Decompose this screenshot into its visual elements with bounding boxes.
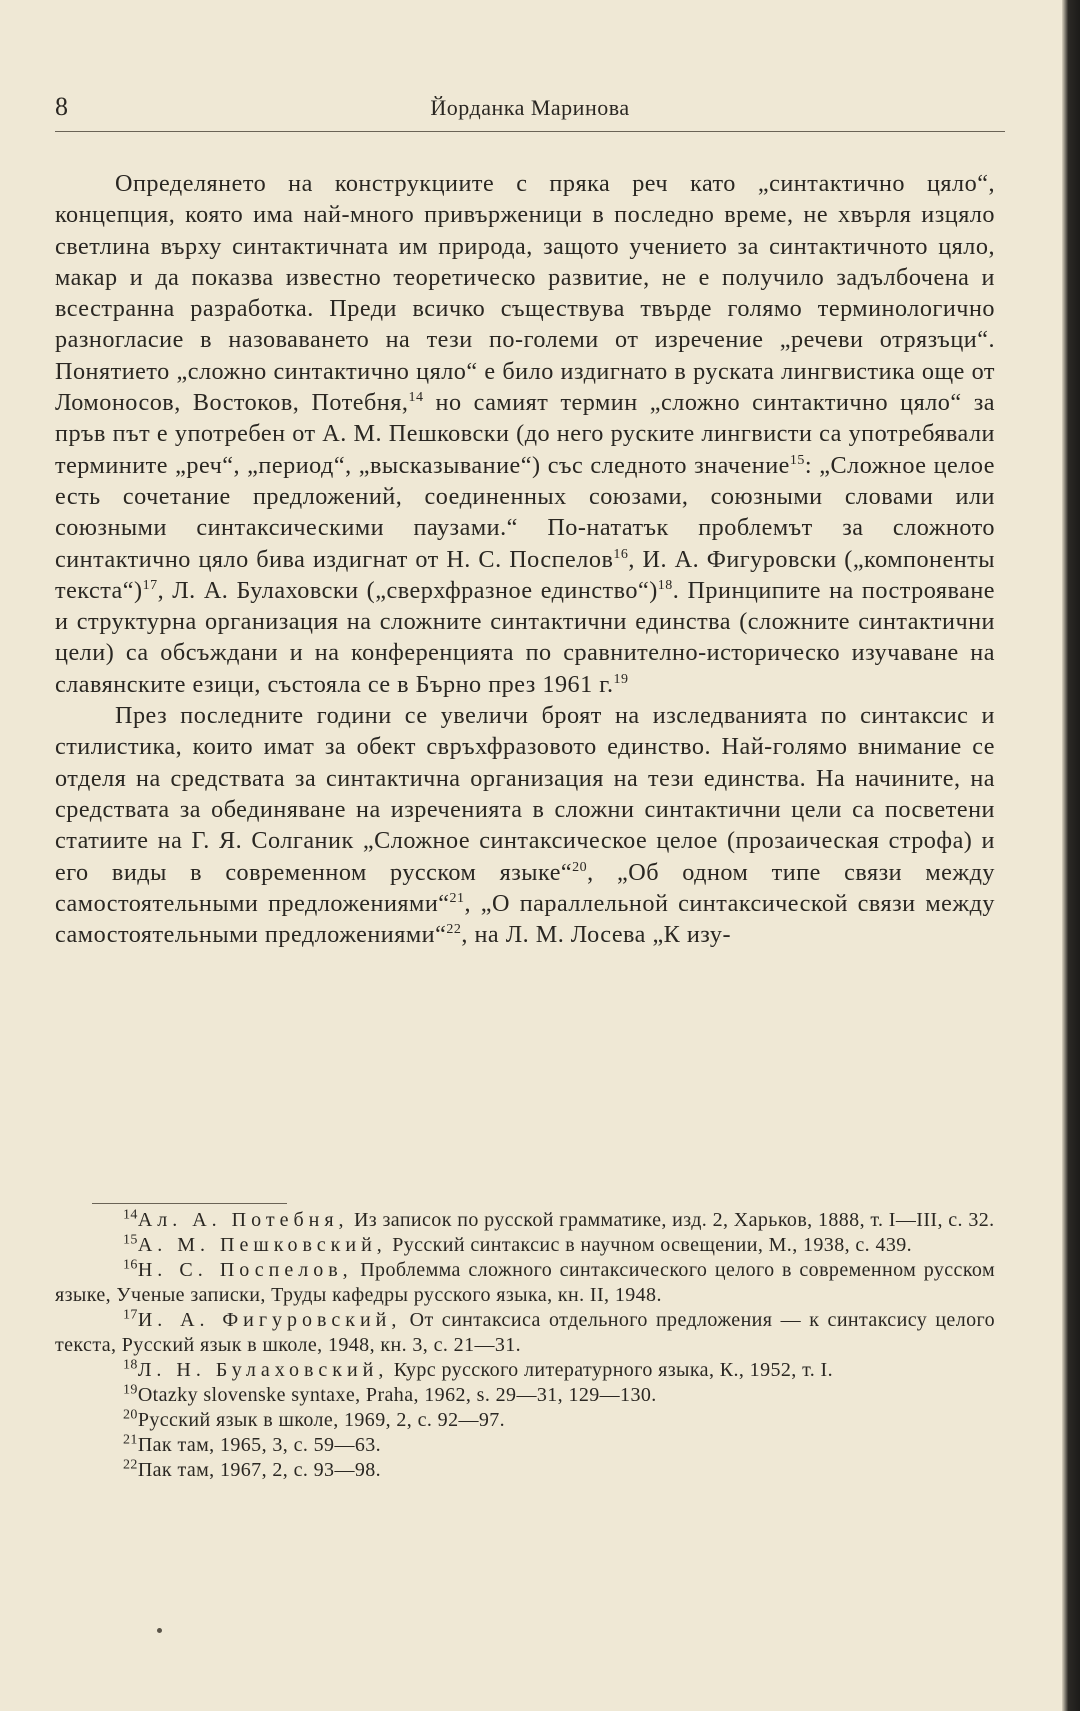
- footnotes: [55, 1208, 995, 1483]
- footnote-rule: [92, 1203, 287, 1204]
- footnote-ref-16: 16: [613, 546, 629, 562]
- footnote-ref-18: 18: [657, 577, 673, 593]
- footnote-20: $^{20}$Русский язык в школе, 1969, 2, с. 92—97.: [123, 1407, 506, 1431]
- footnote-19: $^{19}$Otazky slovenske syntaxe, Praha, 1962, s. 29—31, 129—130.: [123, 1382, 657, 1406]
- page-number: 8: [55, 92, 68, 121]
- footnote-ref-21: 21: [449, 890, 465, 906]
- main-text: [55, 168, 995, 950]
- footnote-ref-17: 17: [142, 577, 158, 593]
- footnote-ref-15: 15: [789, 452, 805, 468]
- footnote-18: $^{18}$Л. Н. Булаховский, Курс русского литературного языка, К., 1952, т. I.: [123, 1357, 833, 1381]
- page-binding-edge: [1062, 0, 1080, 1711]
- footnote-17: $^{17}$И. А. Фигуровский, От синтаксиса отдельного предложения — к синтаксису целого текста, Русский язык в школе, 1948, кн. 3, с. 21—31.: [55, 1307, 995, 1356]
- footnote-21: $^{21}$Пак там, 1965, 3, с. 59—63.: [123, 1432, 382, 1456]
- footnote-22: $^{22}$Пак там, 1967, 2, с. 93—98.: [123, 1457, 382, 1481]
- footnote-16: $^{16}$Н. С. Поспелов, Проблемма сложного синтаксического целого в современном русском языке, Ученые записки, Труды кафедры русского языка, кн. II, 1948.: [55, 1257, 995, 1306]
- running-title: Йорданка Маринова: [430, 95, 630, 120]
- paragraph-1: Определянето на конструкциите с пряка реч като „синтактично цяло“, концепция, която има най-много привърженици в последно време, не хвърля изцяло светлина върху синтактичната им природа, защото учението за синтактичното цяло, макар и да показва известно теоретическо развитие, не е получило задълбочена и всестранна разработка. Преди всичко съществува твърде голямо терминологично разногласие в назоваването на тези по-големи от изречение „речеви отрязъци“. Понятието „сложно синтактично цяло“ е било издигнато в руската лингвистика още от Ломоносов, Востоков, Потебня,$^{14}$ но самият термин „сложно синтактично цяло“ за пръв път е употребен от А. М. Пешковски (до него руските лингвисти са употребявали термините „реч“, „период“, „высказывание“) със следното значение$^{15}$: „Сложное целое есть сочетание предложений, соединенных союзами, союзными словами или союзными синтаксическими паузами.“ По-нататък проблемът за сложното синтактично цяло бива издигнат от Н. С. Поспелов$^{16}$, И. А. Фигуровски („компоненты текста“)$^{17}$, Л. А. Булаховски („сверхфразное единство“)$^{18}$. Принципите на построяване и структурна организация на сложните синтактични единства (сложните синтактични цели) са обсъждани и на конференцията по сравнително-историческо изучаване на славянските езици, състояла се в Бърно през 1961 г.$^{19}$: [55, 170, 995, 698]
- footnote-ref-14: 14: [408, 390, 424, 406]
- footnote-ref-20: 20: [572, 859, 588, 875]
- paragraph-2: През последните години се увеличи броят на изследванията по синтаксис и стилистика, които имат за обект свръхфразовото единство. Най-голямо внимание се отделя на средствата за синтактична организация на тези единства. На начините, на средствата за обединяване на изреченията в сложни синтактични цели са посветени статиите на Г. Я. Солганик „Сложное синтаксическое целое (прозаическая строфа) и его виды в современном русском языке“$^{20}$, „Об одном типе связи между самостоятельными предложениями“$^{21}$, „О параллельной синтаксической связи между самостоятельными предложениями“$^{22}$, на Л. М. Лосева „К изу-: [55, 702, 995, 949]
- footnote-15: $^{15}$А. М. Пешковский, Русский синтаксис в научном освещении, М., 1938, с. 439.: [123, 1232, 913, 1256]
- footnote-ref-19: 19: [613, 671, 629, 687]
- footnote-14: $^{14}$Ал. А. Потебня, Из записок по русской грамматике, изд. 2, Харьков, 1888, т. I—III, с. 32.: [123, 1207, 995, 1231]
- footnote-ref-22: 22: [446, 922, 462, 938]
- ink-speck: [157, 1628, 162, 1633]
- header-rule: [55, 131, 1005, 132]
- running-header: [55, 88, 1005, 128]
